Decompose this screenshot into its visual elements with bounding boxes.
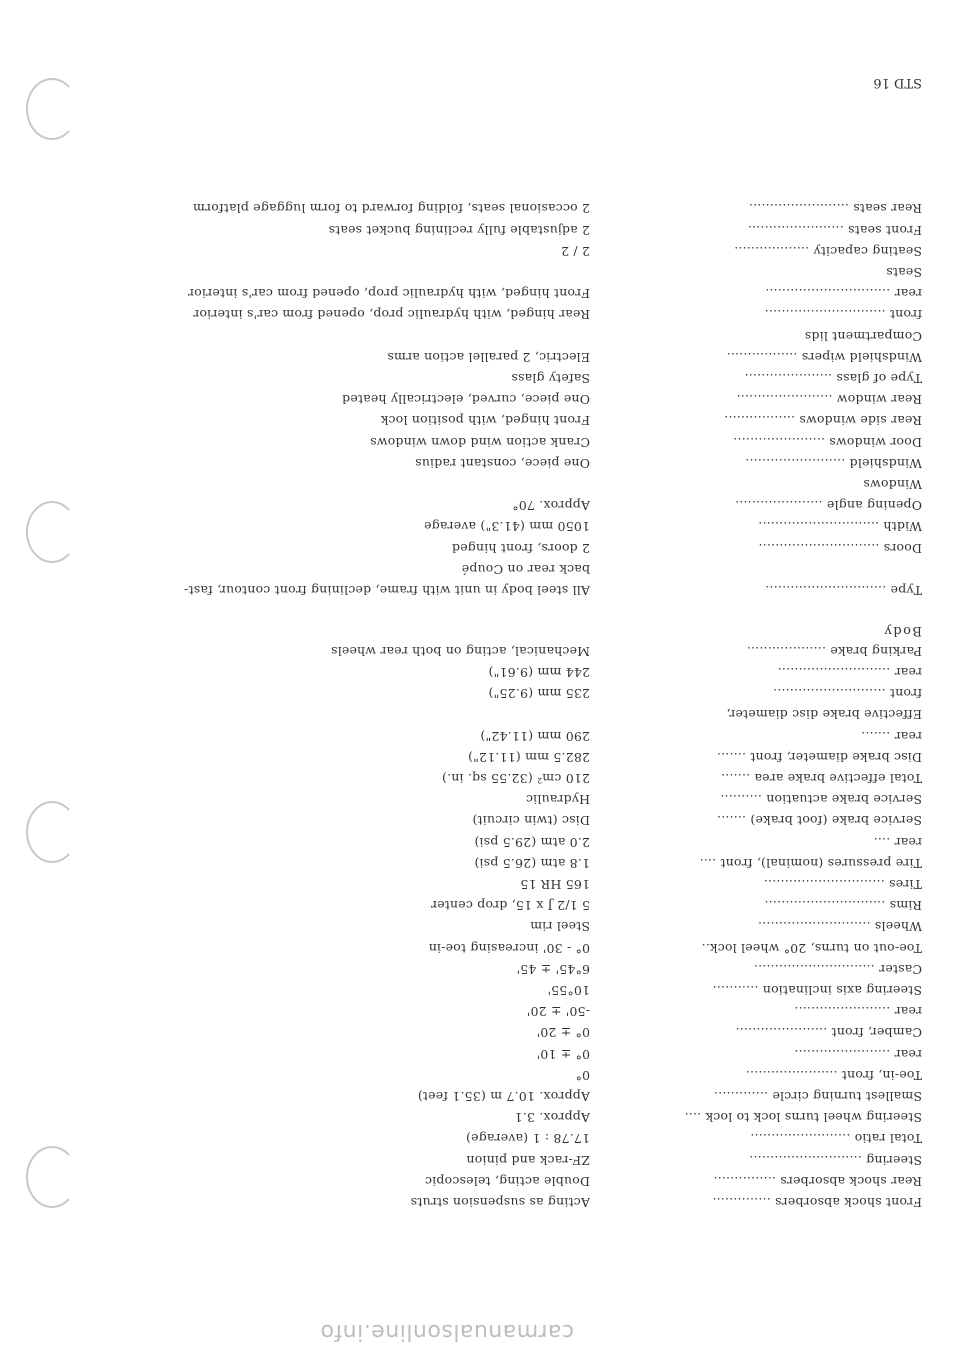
spec-label: Effective brake disc diameter, — [726, 707, 922, 723]
spec-label: Total effective brake area ....... — [720, 771, 922, 786]
body-heading: Body — [882, 623, 922, 638]
spec-label: rear .............................. — [765, 286, 922, 302]
binder-hole — [26, 1146, 78, 1208]
spec-label: Steering wheel turns lock to lock .... — [684, 1110, 922, 1126]
spec-label: Windows — [863, 477, 922, 492]
spec-value: 6°45' ± 45' — [516, 961, 590, 977]
spec-label: Rear side windows ................. — [724, 413, 922, 429]
spec-value: 1.8 atm (26.5 psi) — [474, 855, 590, 871]
spec-value: 282.5 mm (11.12") — [467, 749, 590, 765]
spec-label: Tire pressures (nominal), front .... — [699, 855, 922, 871]
spec-value: 2 doors, front hinged — [451, 540, 590, 556]
spec-label: rear ....................... — [794, 1004, 922, 1020]
spec-value: 210 cm² (32.55 sq. in.) — [441, 771, 590, 786]
spec-label: Rear seats ........................ — [748, 201, 922, 217]
spec-value: Front hinged, with position lock — [380, 413, 590, 429]
spec-label: Front shock absorbers .............. — [712, 1195, 922, 1210]
spec-value: 5 1/2 J x 15, drop center — [430, 898, 590, 914]
spec-value: 235 mm (9.25") — [488, 686, 590, 702]
binder-hole — [26, 78, 78, 140]
spec-label: Parking brake ................... — [746, 643, 922, 659]
spec-value: Double acting, telescopic — [424, 1173, 590, 1189]
spec-label: Camber, front ...................... — [735, 1025, 922, 1041]
spec-label: Windshield wipers ................. — [726, 349, 922, 365]
spec-value: 0° - 30' increasing toe-in — [428, 940, 590, 956]
spec-label: Rims ............................. — [764, 898, 922, 914]
spec-label: Wheels ........................... — [757, 919, 922, 935]
spec-label: Seats — [886, 265, 922, 280]
spec-label: Rear shock absorbers ............... — [713, 1173, 922, 1189]
spec-label: Rear window ....................... — [736, 392, 922, 408]
spec-label: Seating capacity .................. — [734, 243, 922, 259]
spec-value: Approx. 70° — [512, 498, 590, 514]
spec-label: Compartment lids — [804, 328, 922, 344]
spec-value: Approx. 3.1 — [514, 1110, 590, 1126]
spec-label: Tires ............................. — [763, 877, 922, 892]
spec-value: Hydraulic — [525, 792, 590, 808]
spec-label: Toe-in, front ...................... — [745, 1067, 922, 1083]
spec-value: One piece, curved, electrically heated — [341, 392, 590, 408]
spec-label: Opening angle ..................... — [734, 498, 922, 514]
spec-label: rear ....... — [861, 728, 922, 744]
spec-label: Steering ........................... — [749, 1152, 922, 1168]
spec-label: Disc brake diameter, front ....... — [716, 749, 922, 765]
spec-value: 0° ± 20' — [536, 1025, 590, 1041]
spec-value: All steel body in unit with frame, declining front contour, fast- — [184, 583, 590, 598]
spec-value: 2 occasional seats, folding forward to form luggage platform — [192, 201, 590, 217]
spec-label: Width ............................. — [758, 519, 922, 535]
spec-value: Front hinged, with hydraulic prop, opened from car's interior — [187, 286, 590, 302]
binder-hole — [26, 801, 78, 863]
spec-value: 2 adjustable fully reclining bucket seats — [328, 222, 590, 238]
spec-value: 165 HR 15 — [520, 877, 590, 892]
spec-value: ZF-rack and pinion — [466, 1152, 590, 1168]
spec-label: Steering axis inclination ........... — [712, 983, 922, 998]
spec-value: Crank action wind down windows — [370, 434, 590, 450]
spec-label: Door windows ...................... — [733, 434, 922, 450]
spec-value: 244 mm (9.61") — [488, 665, 590, 680]
page-number: STD 16 — [873, 75, 922, 90]
spec-value: Steel rim — [530, 919, 590, 935]
spec-label: Front seats ....................... — [747, 222, 922, 238]
spec-label: Smallest turning circle ............. — [713, 1089, 922, 1104]
spec-value: 290 mm (11.42") — [480, 728, 590, 744]
spec-value: Electric, 2 parallel action arms — [387, 349, 590, 365]
spec-value: 0° — [575, 1067, 590, 1083]
spec-label: Service brake (foot brake) ....... — [716, 813, 922, 829]
spec-value: Mechanical, acting on both rear wheels — [330, 643, 590, 659]
spec-value: 0° ± 10' — [536, 1046, 590, 1062]
spec-value: One piece, constant radius — [414, 455, 590, 471]
spec-label: Caster ............................. — [753, 961, 922, 977]
spec-label: rear .... — [873, 834, 922, 850]
spec-value: Rear hinged, with hydraulic prop, opened from car's interior — [193, 307, 590, 323]
spec-value: 2.0 atm (29.5 psi) — [474, 834, 590, 850]
spec-label: front ............................. — [764, 307, 922, 323]
spec-label: Type ............................. — [765, 583, 922, 598]
spec-value: -50' ± 20' — [526, 1004, 590, 1020]
spec-value: Acting as suspension struts — [410, 1195, 590, 1210]
spec-label: Toe-out on turns, 20° wheel lock.. — [701, 940, 922, 956]
spec-value: 2 / 2 — [560, 243, 590, 259]
spec-label: Service brake actuation .......... — [720, 792, 922, 808]
spec-value: 17.78 : 1 (average) — [465, 1131, 590, 1147]
spec-value: 1050 mm (41.3") average — [423, 519, 590, 535]
spec-value: 10°55' — [547, 983, 590, 998]
spec-label: rear ....................... — [794, 1046, 922, 1062]
spec-value: Approx. 10.7 m (35.1 feet) — [417, 1089, 590, 1104]
spec-value: back rear on Coupé — [461, 561, 590, 577]
spec-label: Type of glass ..................... — [744, 371, 922, 386]
spec-label: rear ........................... — [777, 665, 922, 680]
spec-label: Total ratio ........................ — [750, 1131, 922, 1147]
spec-value: Disc (twin circuit) — [472, 813, 590, 829]
spec-label: Doors ............................. — [758, 540, 922, 556]
binder-hole — [26, 501, 78, 563]
spec-label: front ........................... — [772, 686, 922, 702]
spec-label: Windshield ........................ — [745, 455, 922, 471]
spec-value: Safety glass — [511, 371, 590, 386]
watermark: carmanualsonline.info — [320, 1319, 574, 1344]
